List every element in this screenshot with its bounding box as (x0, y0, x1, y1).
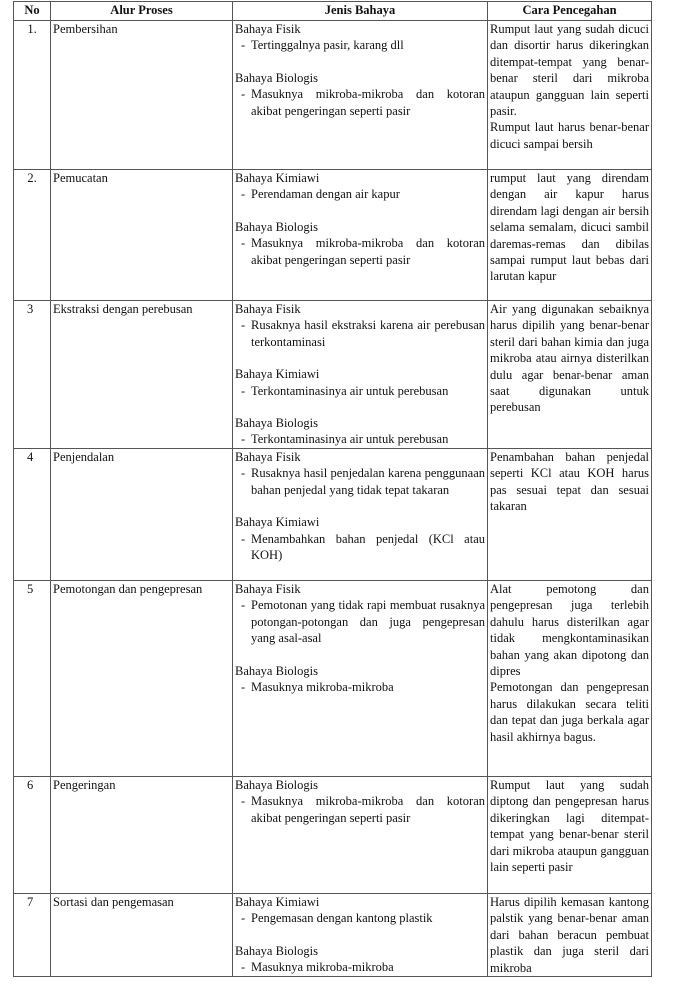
hazard-category: Bahaya Fisik (235, 22, 301, 36)
hazard-category: Bahaya Biologis (235, 778, 318, 792)
prevention-text: Air yang digunakan sebaiknya harus dipilih yang benar-benar steril dari bahan kimia dan juga mikroba atau airnya disterilkan dulu agar benar-benar aman saat digunakan untuk perebusan (490, 302, 649, 415)
prevention-cell (488, 449, 652, 581)
hazard-category: Bahaya Biologis (235, 416, 318, 431)
prevention-text: Rumput laut harus benar-benar dicuci sampai bersih (490, 120, 649, 151)
prevention-text: Penambahan bahan penjedal seperti KCl atau KOH harus pas sesuai tepat dan sesuai takaran (490, 450, 649, 514)
prevention-cell (488, 777, 652, 894)
hazard-cell (233, 170, 488, 301)
hazard-item-list (235, 793, 485, 826)
row-number: 6 (14, 777, 51, 894)
hazard-category: Bahaya Biologis (235, 219, 318, 234)
hazard-category: Bahaya Fisik (235, 302, 301, 316)
hazard-cell (233, 777, 488, 894)
process-step: Pemucatan (51, 170, 233, 301)
prevention-text: Rumput laut yang sudah dicuci dan disortir harus dikeringkan ditempat-tempat yang benar-benar steril dari mikroba ataupun gangguan lain seperti pasir. (490, 22, 649, 119)
process-step: Ekstraksi dengan perebusan (51, 301, 233, 449)
hazard-cell (233, 301, 488, 449)
hazard-category: Bahaya Kimiawi (235, 515, 320, 530)
hazard-item: - Rusaknya hasil ekstraksi karena air perebusan terkontaminasi (235, 317, 485, 350)
row-number: 7 (14, 894, 51, 977)
header-jenis-bahaya: Jenis Bahaya (233, 2, 488, 21)
hazard-category: Bahaya Kimiawi (235, 895, 320, 909)
prevention-cell (488, 301, 652, 449)
hazard-item-list (235, 383, 485, 399)
hazard-cell (233, 449, 488, 581)
prevention-text: Harus dipilih kemasan kantong palstik yang benar-benar aman dari bahan beracun pembuat plastik dan juga steril dari mikroba (490, 895, 649, 975)
hazard-category: Bahaya Biologis (235, 70, 318, 85)
hazard-item-list (235, 186, 485, 202)
hazard-item-list (235, 679, 485, 695)
process-step: Pembersihan (51, 21, 233, 170)
prevention-text: Rumput laut yang sudah diptong dan pengepresan harus dikeringkan lagi ditempat-tempat yang benar-benar steril dari mikroba ataupun gangguan lain seperti pasir (490, 778, 649, 875)
hazard-item: - Masuknya mikroba-mikroba (235, 679, 485, 695)
row-number: 5 (14, 581, 51, 777)
row-number: 4 (14, 449, 51, 581)
row-number: 1. (14, 21, 51, 170)
prevention-text: Pemotongan dan pengepresan harus dilakukan secara teliti dan tepat dan juga berkala agar hasil akhirnya bagus. (490, 680, 649, 744)
prevention-cell (488, 894, 652, 977)
table-row (14, 301, 652, 449)
hazard-category: Bahaya Kimiawi (235, 171, 320, 185)
table-row (14, 170, 652, 301)
hazard-item-list (235, 910, 485, 926)
hazard-item-list (235, 465, 485, 498)
prevention-cell (488, 170, 652, 301)
table-row (14, 449, 652, 581)
hazard-table (13, 1, 652, 977)
hazard-item: - Terkontaminasinya air untuk perebusan (235, 383, 485, 399)
hazard-item-list (235, 959, 485, 975)
hazard-item: - Masuknya mikroba-mikroba dan kotoran akibat pengeringan seperti pasir (235, 235, 485, 268)
hazard-item-list (235, 597, 485, 646)
hazard-item-list (235, 37, 485, 53)
row-number: 3 (14, 301, 51, 449)
hazard-cell (233, 21, 488, 170)
prevention-text: Alat pemotong dan pengepresan juga terlebih dahulu harus disterilkan agar tidak mengkontaminasikan bahan yang akan dipotong dan dipres (490, 582, 649, 679)
prevention-text: rumput laut yang direndam dengan air kapur harus direndam lagi dengan air bersih selama semalam, dicuci sambil daremas-remas dan dibilas sampai rumput laut bebas dari larutan kapur (490, 171, 649, 284)
hazard-item: - Masuknya mikroba-mikroba dan kotoran akibat pengeringan seperti pasir (235, 793, 485, 826)
process-step: Sortasi dan pengemasan (51, 894, 233, 977)
hazard-item: - Menambahkan bahan penjedal (KCl atau KOH) (235, 531, 485, 564)
table-row (14, 21, 652, 170)
hazard-cell (233, 894, 488, 977)
process-step: Penjendalan (51, 449, 233, 581)
hazard-item: - Rusaknya hasil penjedalan karena penggunaan bahan penjedal yang tidak tepat takaran (235, 465, 485, 498)
hazard-item-list (235, 86, 485, 119)
hazard-item: - Pemotonan yang tidak rapi membuat rusaknya potongan-potongan dan juga pengepresan yang asal-asal (235, 597, 485, 646)
hazard-category: Bahaya Biologis (235, 943, 318, 958)
hazard-item: - Terkontaminasinya air untuk perebusan (235, 431, 485, 447)
hazard-item-list (235, 235, 485, 268)
hazard-item: - Pengemasan dengan kantong plastik (235, 910, 485, 926)
hazard-category: Bahaya Kimiawi (235, 367, 320, 382)
hazard-item: - Tertinggalnya pasir, karang dll (235, 37, 485, 53)
table-row (14, 581, 652, 777)
process-step: Pemotongan dan pengepresan (51, 581, 233, 777)
hazard-category: Bahaya Fisik (235, 450, 301, 464)
table-row (14, 894, 652, 977)
process-step: Pengeringan (51, 777, 233, 894)
hazard-item: - Masuknya mikroba-mikroba dan kotoran akibat pengeringan seperti pasir (235, 86, 485, 119)
hazard-item: - Masuknya mikroba-mikroba (235, 959, 485, 975)
header-cara-pencegahan: Cara Pencegahan (488, 2, 652, 21)
hazard-item-list (235, 317, 485, 350)
table-row (14, 777, 652, 894)
header-no: No (14, 2, 51, 21)
hazard-item-list (235, 531, 485, 564)
prevention-cell (488, 581, 652, 777)
hazard-category: Bahaya Biologis (235, 663, 318, 678)
row-number: 2. (14, 170, 51, 301)
hazard-item: - Perendaman dengan air kapur (235, 186, 485, 202)
header-row (14, 2, 652, 21)
hazard-cell (233, 581, 488, 777)
hazard-item-list (235, 431, 485, 447)
header-alur-proses: Alur Proses (51, 2, 233, 21)
prevention-cell (488, 21, 652, 170)
hazard-category: Bahaya Fisik (235, 582, 301, 596)
